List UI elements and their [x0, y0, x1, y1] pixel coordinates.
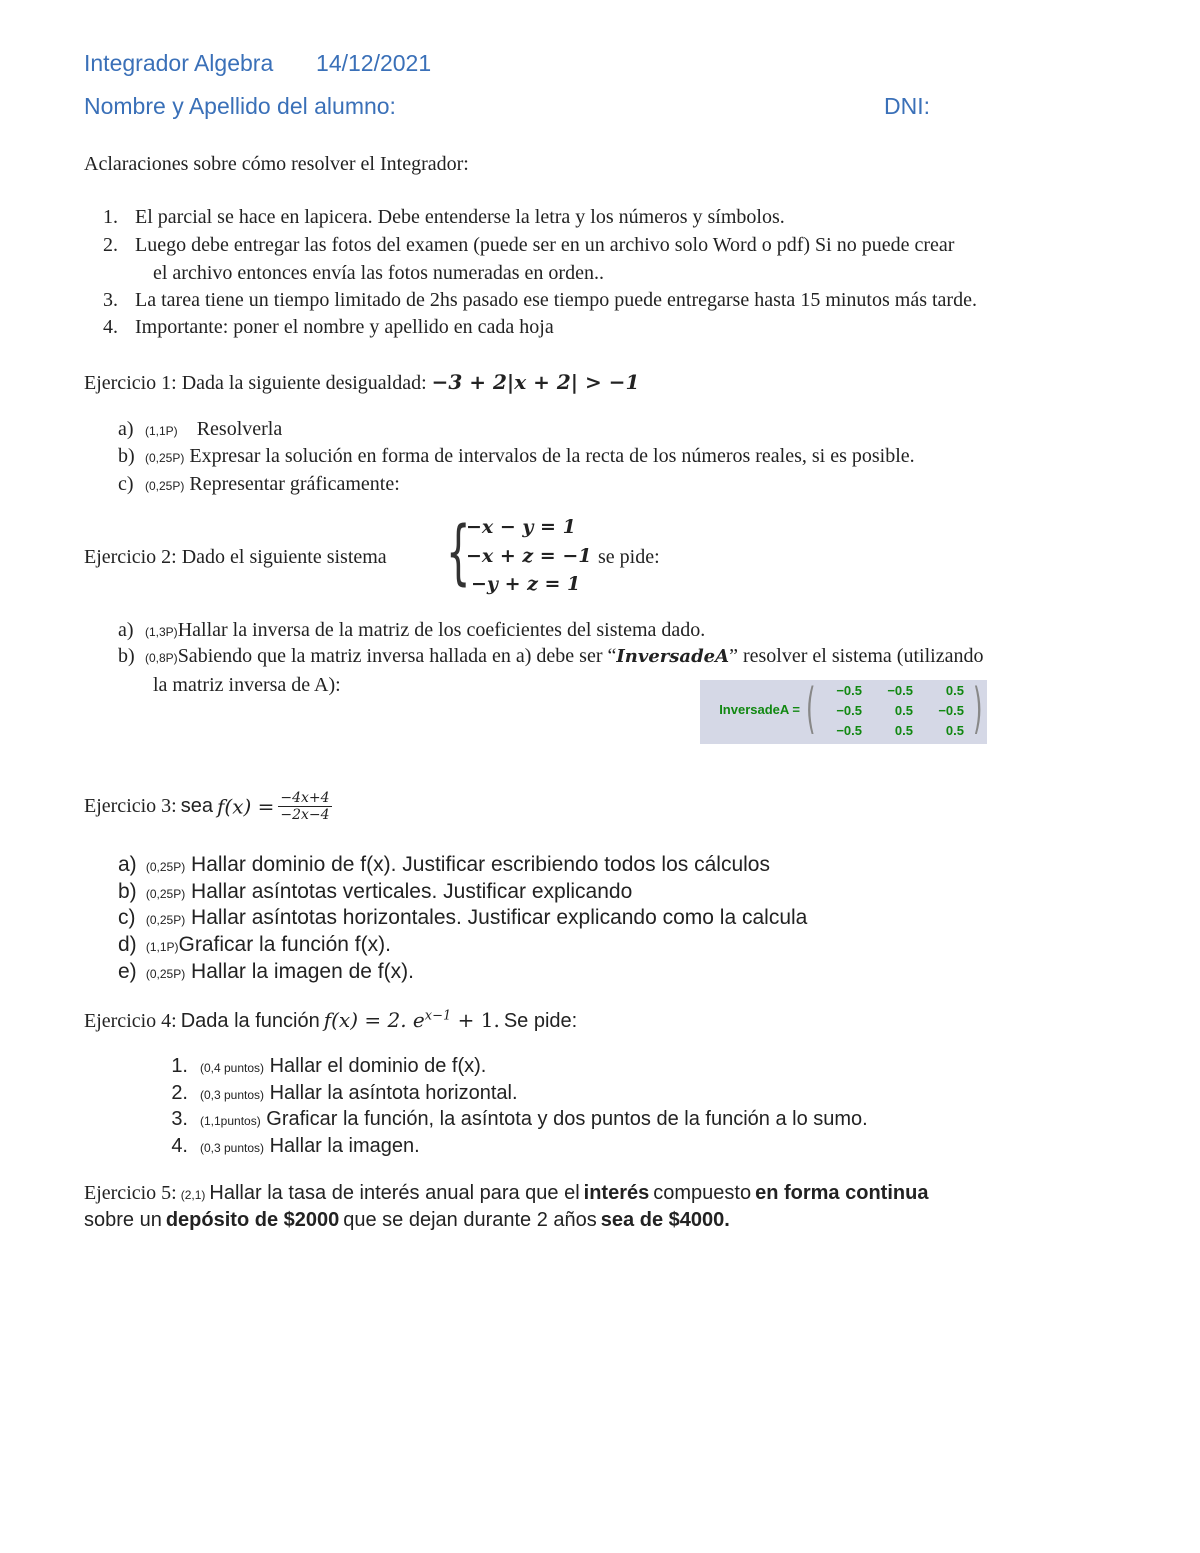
instruction-item: 2. Luego debe entregar las fotos del examen (puede ser en un archivo solo Word o pdf) Si no puede crear [103, 234, 955, 256]
matrix-cell: 0.5 [945, 683, 964, 698]
points-badge: (1,3P) [145, 625, 178, 639]
exercise-4-item: 1. (0,4 puntos) Hallar el dominio de f(x). [171, 1055, 487, 1077]
equation-1: −x − y = 1 [466, 516, 576, 538]
instructions-heading: Aclaraciones sobre cómo resolver el Integrador: [84, 153, 469, 175]
matrix-cell: −0.5 [836, 683, 862, 698]
exercise-2-statement: Ejercicio 2: Dado el siguiente sistema [84, 546, 387, 568]
inverse-matrix-image [700, 677, 987, 744]
title-text: Integrador Algebra [84, 50, 274, 76]
exercise-2-item-b-continuation: la matriz inversa de A): [153, 674, 341, 696]
points-badge: (0,4 puntos) [200, 1061, 265, 1075]
instruction-item: 3. La tarea tiene un tiempo limitado de 2hs pasado ese tiempo puede entregarse hasta 15 minutos más tarde. [103, 289, 977, 311]
fraction-numerator: −4x+4 [280, 790, 330, 806]
fraction-denominator: −2x−4 [280, 807, 330, 823]
equation-3: −y + z = 1 [471, 573, 581, 595]
points-badge: (0,25P) [145, 913, 186, 927]
instruction-item: 4. Importante: poner el nombre y apellido en cada hoja [103, 316, 554, 338]
instruction-item: 1. El parcial se hace en lapicera. Debe entenderse la letra y los números y símbolos. [103, 206, 785, 228]
exercise-4-item: 2. (0,3 puntos) Hallar la asíntota horizontal. [171, 1082, 518, 1104]
matrix-cell: −0.5 [836, 723, 862, 738]
points-badge: (1,1P) [145, 424, 178, 438]
exercise-2-item-b: b) (0,8P)Sabiendo que la matriz inversa hallada en a) debe ser “InversadeA” resolver el sistema (utilizando [118, 645, 984, 667]
exercise-3-item-e: e) (0,25P) Hallar la imagen de f(x). [118, 960, 414, 983]
exercise-5-statement: Ejercicio 5: (2,1) Hallar la tasa de interés anual para que el interés compuesto en forma continua [84, 1182, 929, 1204]
points-badge: (0,3 puntos) [200, 1141, 265, 1155]
matrix-name: InversadeA [616, 646, 730, 667]
exercise-3-statement: Ejercicio 3: sea f(x) = $\frac{-4x+4}{-2x-4}$ [84, 790, 330, 823]
points-badge: (1,1P) [145, 940, 179, 954]
exercise-3-item-c: c) (0,25P) Hallar asíntotas horizontales. Justificar explicando como la calcula [118, 906, 808, 929]
student-name-label: Nombre y Apellido del alumno: [84, 93, 396, 119]
exercise-1-statement: Ejercicio 1: Dada la siguiente desigualdad: −3 + 2|x + 2| > −1 [84, 370, 640, 394]
points-badge: (0,25P) [145, 479, 185, 493]
exponential-formula: f(x) = 2. $e^{x-1} + 1$. [323, 1008, 500, 1032]
matrix-cell: −0.5 [938, 703, 964, 718]
points-badge: (2,1) [180, 1188, 206, 1202]
points-badge: (0,8P) [145, 651, 178, 665]
function-name: f(x) = [216, 794, 275, 819]
matrix-label: InversadeA = [719, 702, 800, 717]
exercise-1-item-b: b) (0,25P) Expresar la solución en forma de intervalos de la recta de los números reales, si es posible. [118, 445, 915, 467]
points-badge: (1,1puntos) [200, 1114, 261, 1128]
instruction-item-continuation: el archivo entonces envía las fotos numeradas en orden.. [153, 262, 604, 284]
exercise-5-statement-continuation: sobre un depósito de $2000 que se dejan durante 2 años sea de $4000. [84, 1209, 730, 1231]
equation-2: −x + z = −1 [466, 545, 592, 567]
rational-fraction [278, 790, 331, 823]
matrix-cell: 0.5 [894, 723, 913, 738]
exercise-1-item-c: c) (0,25P) Representar gráficamente: [118, 473, 400, 495]
points-badge: (0,25P) [145, 967, 186, 981]
dni-label: DNI: [884, 93, 930, 119]
exercise-1-item-a: a) (1,1P) Resolverla [118, 418, 283, 440]
system-brace: { [446, 511, 471, 593]
points-badge: (0,3 puntos) [200, 1088, 265, 1102]
points-badge: (0,25P) [145, 887, 186, 901]
inequality-formula: −3 + 2|x + 2| > −1 [431, 370, 640, 394]
matrix-cell: 0.5 [945, 723, 964, 738]
exercise-3-item-a: a) (0,25P) Hallar dominio de f(x). Justificar escribiendo todos los cálculos [118, 853, 770, 876]
points-badge: (0,25P) [145, 451, 185, 465]
exercise-3-item-d: d) (1,1P)Graficar la función f(x). [118, 933, 391, 956]
matrix-cell: −0.5 [887, 683, 913, 698]
document-title [84, 50, 431, 77]
exercise-2-item-a: a) (1,3P)Hallar la inversa de la matriz de los coeficientes del sistema dado. [118, 619, 706, 641]
right-paren: ) [973, 677, 983, 740]
exam-date: 14/12/2021 [316, 50, 432, 76]
exercise-4-statement: Ejercicio 4: Dada la función f(x) = 2. $e^{x-1} + 1$. Se pide: [84, 1008, 578, 1032]
exercise-3-item-b: b) (0,25P) Hallar asíntotas verticales. Justificar explicando [118, 880, 633, 903]
exercise-4-item: 3. (1,1puntos) Graficar la función, la asíntota y dos puntos de la función a lo sumo. [171, 1108, 868, 1130]
left-paren: ( [806, 677, 816, 740]
system-suffix: se pide: [598, 546, 660, 568]
points-badge: (0,25P) [145, 860, 186, 874]
matrix-cell: 0.5 [894, 703, 913, 718]
exercise-4-item: 4. (0,3 puntos) Hallar la imagen. [171, 1135, 420, 1157]
matrix-cell: −0.5 [836, 703, 862, 718]
